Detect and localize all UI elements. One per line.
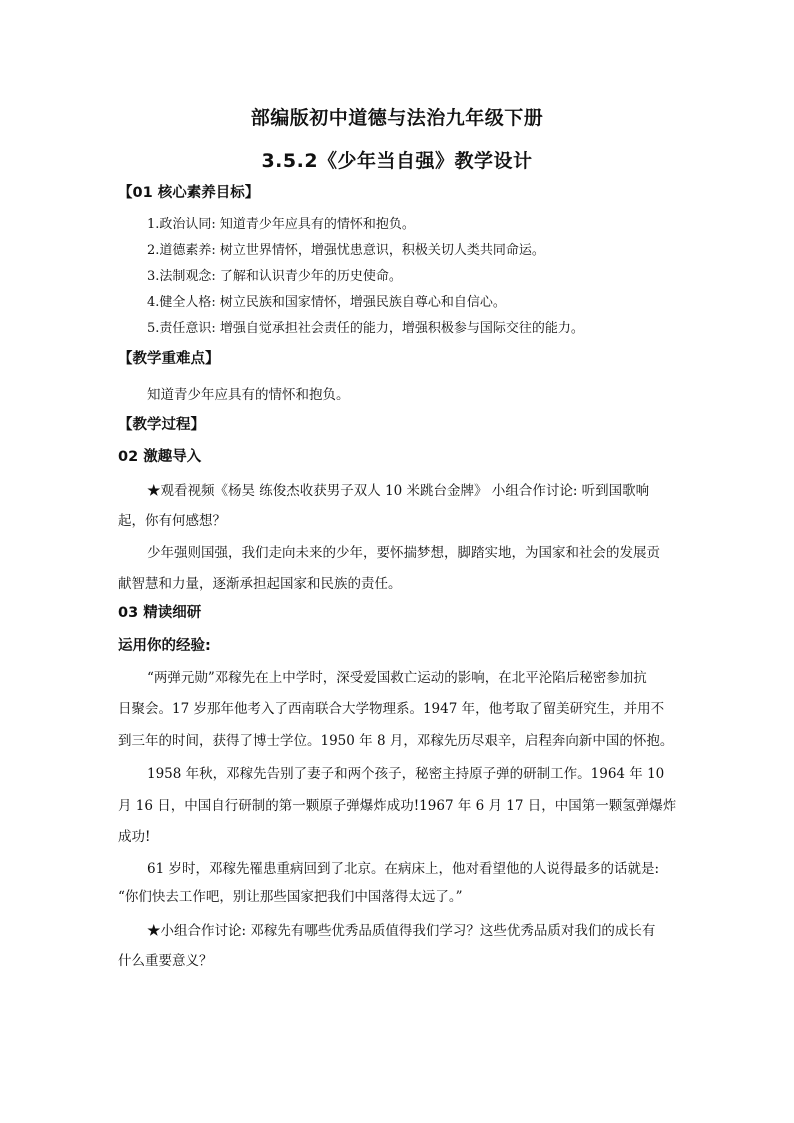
story-line: 日聚会。17 岁那年他考入了西南联合大学物理系。1947 年，他考取了留美研究生，并用不 <box>118 701 665 717</box>
intro-line: 起，你有何感想？ <box>118 513 226 529</box>
goal-item: 5.责任意识: 增强自觉承担社会责任的能力，增强积极参与国际交往的能力。 <box>147 321 584 336</box>
key-text: 知道青少年应具有的情怀和抱负。 <box>147 387 350 403</box>
discussion-line: 什么重要意义？ <box>118 953 213 969</box>
goal-item: 1.政治认同: 知道青少年应具有的情怀和抱负。 <box>147 217 415 232</box>
lesson-title: 3.5.2《少年当自强》教学设计 <box>261 150 533 172</box>
section-heading-key: 【教学重难点】 <box>118 351 220 367</box>
story-line: 61 岁时，邓稼先罹患重病回到了北京。在病床上，他对看望他的人说得最多的话就是: <box>147 861 660 877</box>
goal-item: 3.法制观念: 了解和认识青少年的历史使命。 <box>147 269 402 284</box>
intro-line: ★观看视频《杨昊 练俊杰收获男子双人 10 米跳台金牌》 小组合作讨论: 听到国歌响 <box>147 483 650 499</box>
story-line: “两弹元勋”邓稼先在上中学时，深受爱国救亡运动的影响，在北平沦陷后秘密参加抗 <box>147 670 647 686</box>
goal-item: 4.健全人格: 树立民族和国家情怀，增强民族自尊心和自信心。 <box>147 295 506 310</box>
story-line: “你们快去工作吧，别让那些国家把我们中国落得太远了。” <box>118 889 463 905</box>
section-heading-goals: 【01 核心素养目标】 <box>118 185 260 201</box>
subheading-experience: 运用你的经验: <box>118 638 211 654</box>
discussion-line: ★小组合作讨论: 邓稼先有哪些优秀品质值得我们学习？这些优秀品质对我们的成长有 <box>147 923 656 939</box>
goal-item: 2.道德素养: 树立世界情怀，增强忧患意识，积极关切人类共同命运。 <box>147 243 545 258</box>
story-line: 月 16 日，中国自行研制的第一颗原子弹爆炸成功!1967 年 6 月 17 日，中国第一颗氢弹爆炸 <box>118 798 677 814</box>
intro-line: 少年强则国强，我们走向未来的少年，要怀揣梦想，脚踏实地，为国家和社会的发展贡 <box>147 545 660 561</box>
subheading-read: 03 精读细研 <box>118 605 202 621</box>
document-title: 部编版初中道德与法治九年级下册 <box>250 107 544 129</box>
subheading-intro: 02 激趣导入 <box>118 449 202 465</box>
section-heading-process: 【教学过程】 <box>118 417 205 433</box>
story-line: 到三年的时间，获得了博士学位。1950 年 8 月，邓稼先历尽艰辛，启程奔向新中国的怀抱。 <box>118 733 674 749</box>
story-line: 成功! <box>118 829 151 845</box>
intro-line: 献智慧和力量，逐渐承担起国家和民族的责任。 <box>118 576 402 592</box>
story-line: 1958 年秋，邓稼先告别了妻子和两个孩子，秘密主持原子弹的研制工作。1964 年 10 <box>147 766 665 782</box>
